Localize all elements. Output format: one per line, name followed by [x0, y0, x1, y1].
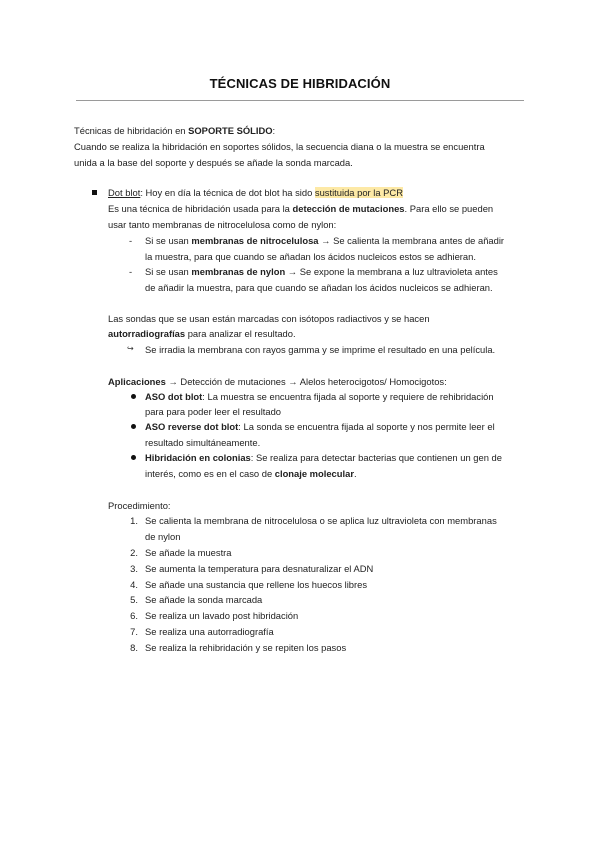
colonias-line-1: [145, 452, 502, 464]
colonias-line-2: [145, 468, 357, 480]
intro-heading-bold: SOPORTE SÓLIDO: [188, 125, 273, 136]
step-text-continued: de nylon: [145, 531, 181, 542]
aso-dot-rest: : La muestra se encuentra fijada al soporte y requiere de rehibridación: [202, 391, 494, 402]
step-text: Se añade la muestra: [145, 547, 232, 558]
nylon-bold: membranas de nylon: [191, 266, 286, 277]
aplicaciones-label: Aplicaciones: [108, 376, 166, 387]
sondas-post: para analizar el resultado.: [185, 328, 296, 339]
aso-dot-line-1: [145, 391, 494, 403]
aso-rev-bold: ASO reverse dot blot: [145, 421, 239, 432]
nitrocelulosa-line-2: la muestra, para que cuando se añadan los ácidos nucleicos estos se adhieran.: [145, 251, 476, 262]
intro-heading-suffix: :: [272, 125, 276, 136]
colonias-rest: : Se realiza para detectar bacterias que contienen un gen de: [250, 452, 502, 463]
colonias-bold: Hibridación en colonias: [145, 452, 251, 463]
colonias-line2-post: .: [353, 468, 357, 479]
intro-line-1: Cuando se realiza la hibridación en soportes sólidos, la secuencia diana o la muestra se encuentra: [74, 141, 485, 152]
dot-blot-line2-pre: Es una técnica de hibridación usada para la: [108, 203, 293, 214]
aso-reverse-line-1: [145, 421, 495, 433]
nitro-post: → Se calienta la membrana antes de añadir: [318, 235, 505, 246]
nitro-bold: membranas de nitrocelulosa: [191, 235, 319, 246]
document-title: TÉCNICAS DE HIBRIDACIÓN: [209, 76, 391, 91]
dot-blot-lead: : Hoy en día la técnica de dot blot ha sido: [140, 187, 315, 198]
step-text: Se aumenta la temperatura para desnaturalizar el ADN: [145, 563, 374, 574]
colonias-line2-bold: clonaje molecular: [274, 468, 354, 479]
aso-dot-bold: ASO dot blot: [145, 391, 203, 402]
dot-blot-highlight: sustituida por la PCR: [314, 187, 403, 198]
procedimiento-heading: Procedimiento:: [108, 500, 171, 511]
sondas-line-2: [108, 328, 296, 340]
colonias-line2-pre: interés, como es en el caso de: [145, 468, 275, 479]
nitrocelulosa-line-1: [145, 235, 504, 247]
dash-bullet-icon: -: [129, 235, 133, 246]
step-text: Se realiza una autorradiografía: [145, 626, 274, 637]
dot-blot-term: Dot blot: [108, 187, 141, 198]
aplicaciones-rest: → Detección de mutaciones → Alelos heterocigotos/ Homocigotos:: [165, 376, 447, 387]
title-divider: [76, 100, 524, 101]
sondas-bold: autorradiografías: [108, 328, 186, 339]
aso-rev-rest: : La sonda se encuentra fijada al soporte y nos permite leer el: [238, 421, 495, 432]
dot-blot-line2-bold: detección de mutaciones: [292, 203, 405, 214]
dash-bullet-icon: -: [129, 266, 133, 277]
nylon-line-2: de añadir la muestra, para que cuando se añadan los ácidos nucleicos se adhieran.: [145, 282, 493, 293]
intro-heading-prefix: Técnicas de hibridación en: [74, 125, 189, 136]
round-bullet-icon: [131, 394, 136, 399]
step-text: Se realiza un lavado post hibridación: [145, 610, 299, 621]
curved-arrow-icon: ↪: [127, 344, 134, 353]
intro-line-2: unida a la base del soporte y después se añade la sonda marcada.: [74, 157, 353, 168]
step-number: 3.: [130, 563, 138, 574]
dot-blot-line-2: [108, 203, 493, 215]
nylon-line-1: [145, 266, 498, 278]
nylon-pre: Si se usan: [145, 266, 192, 277]
step-text: Se realiza la rehibridación y se repiten los pasos: [145, 642, 347, 653]
dot-blot-line-3: usar tanto membranas de nitrocelulosa como de nylon:: [108, 219, 337, 230]
round-bullet-icon: [131, 424, 136, 429]
nylon-post: → Se expone la membrana a luz ultravioleta antes: [285, 266, 498, 277]
sondas-sub: Se irradia la membrana con rayos gamma y se imprime el resultado en una película.: [145, 344, 496, 355]
step-number: 8.: [130, 642, 138, 653]
step-text: Se añade una sustancia que rellene los huecos libres: [145, 579, 368, 590]
sondas-line-1: Las sondas que se usan están marcadas con isótopos radiactivos y se hacen: [108, 313, 430, 324]
dot-blot-line2-post: . Para ello se pueden: [404, 203, 494, 214]
dot-blot-line-1: [108, 187, 403, 199]
intro-heading: [74, 125, 275, 137]
nitro-pre: Si se usan: [145, 235, 192, 246]
step-number: 6.: [130, 610, 138, 621]
step-number: 5.: [130, 594, 138, 605]
step-text: Se añade la sonda marcada: [145, 594, 263, 605]
aplicaciones-heading: [108, 376, 447, 388]
aso-reverse-line-2: resultado simultáneamente.: [145, 437, 261, 448]
step-number: 7.: [130, 626, 138, 637]
round-bullet-icon: [131, 455, 136, 460]
square-bullet-icon: [92, 190, 97, 195]
aso-dot-line-2: para para poder leer el resultado: [145, 406, 282, 417]
step-number: 2.: [130, 547, 138, 558]
step-text: Se calienta la membrana de nitrocelulosa o se aplica luz ultravioleta con membranas: [145, 515, 497, 526]
step-number: 4.: [130, 579, 138, 590]
step-number: 1.: [130, 515, 138, 526]
